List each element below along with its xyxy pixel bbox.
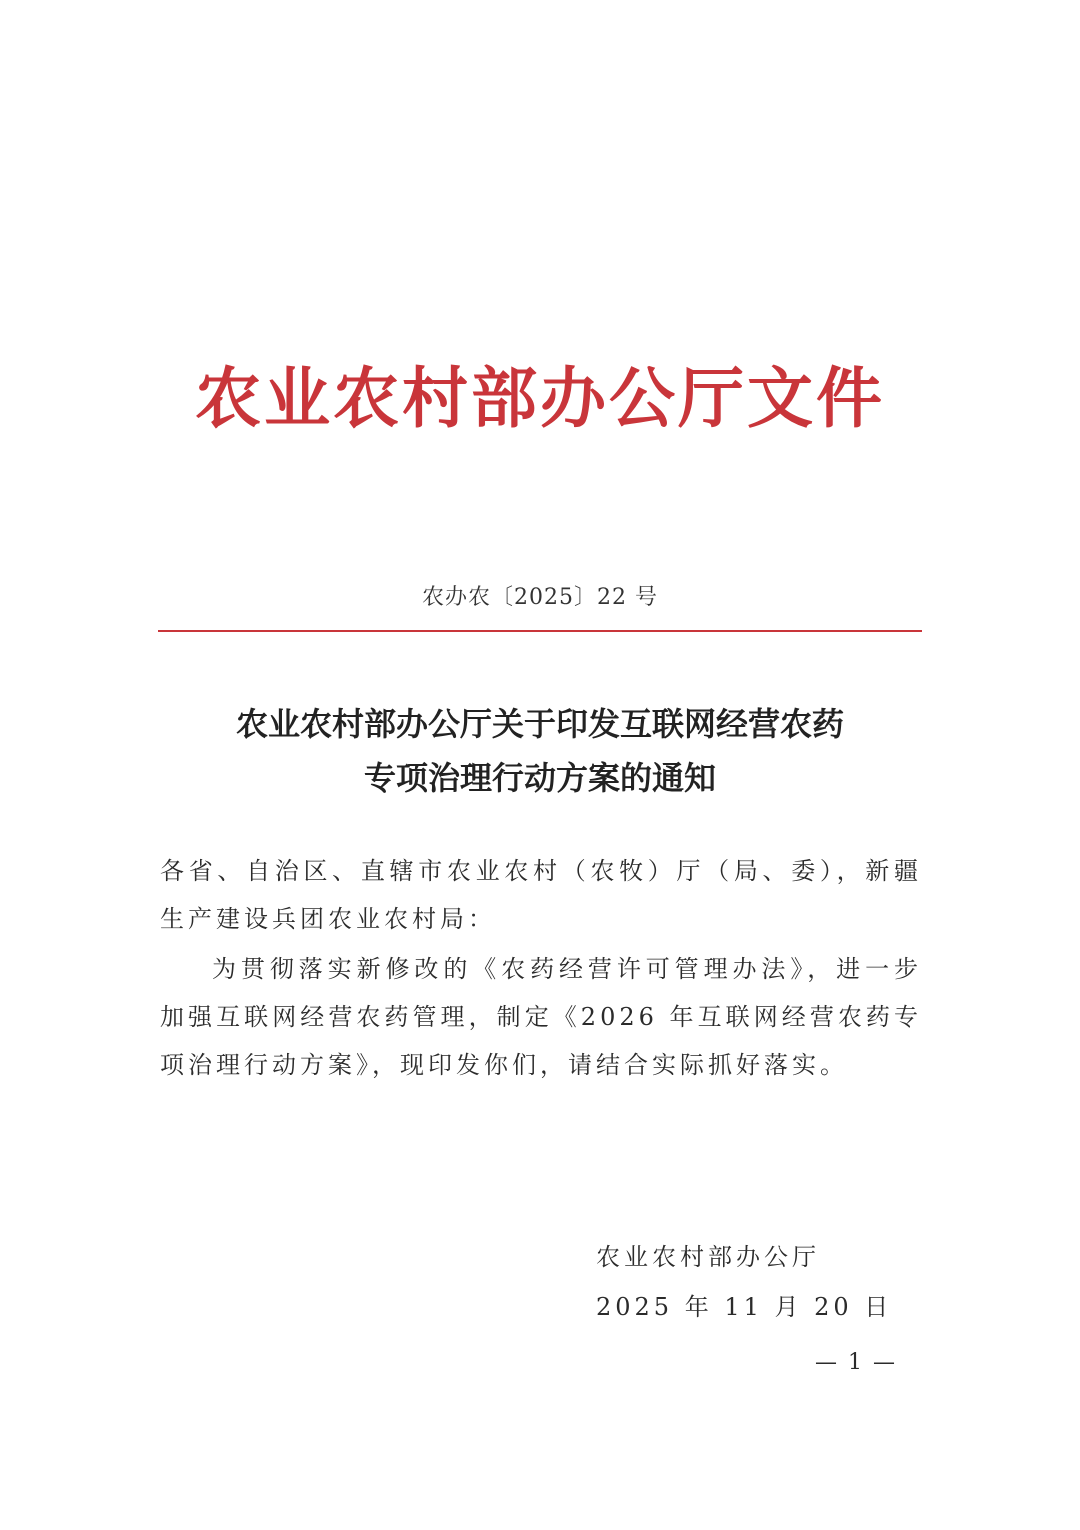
- document-number: 农办农〔2025〕22 号: [422, 585, 658, 610]
- signature-block: [596, 1232, 892, 1332]
- body-paragraph: 为贯彻落实新修改的《农药经营许可管理办法》，进一步加强互联网经营农药管理，制定《2026 年互联网经营农药专项治理行动方案》，现印发你们，请结合实际抓好落实。: [160, 955, 922, 1079]
- title-line-2: 专项治理行动方案的通知: [363, 759, 716, 797]
- document-masthead: 农业农村部办公厅文件: [195, 359, 885, 437]
- document-title: [0, 697, 1080, 805]
- signature-organization: 农业农村部办公厅: [596, 1243, 820, 1271]
- red-divider-rule: [158, 630, 922, 632]
- signature-date: 2025 年 11 月 20 日: [596, 1293, 893, 1321]
- title-line-1: 农业农村部办公厅关于印发互联网经营农药: [235, 705, 844, 743]
- salutation: 各省、自治区、直辖市农业农村（农牧）厅（局、委），新疆生产建设兵团农业农村局：: [160, 857, 922, 933]
- page-number: — 1 —: [815, 1350, 897, 1375]
